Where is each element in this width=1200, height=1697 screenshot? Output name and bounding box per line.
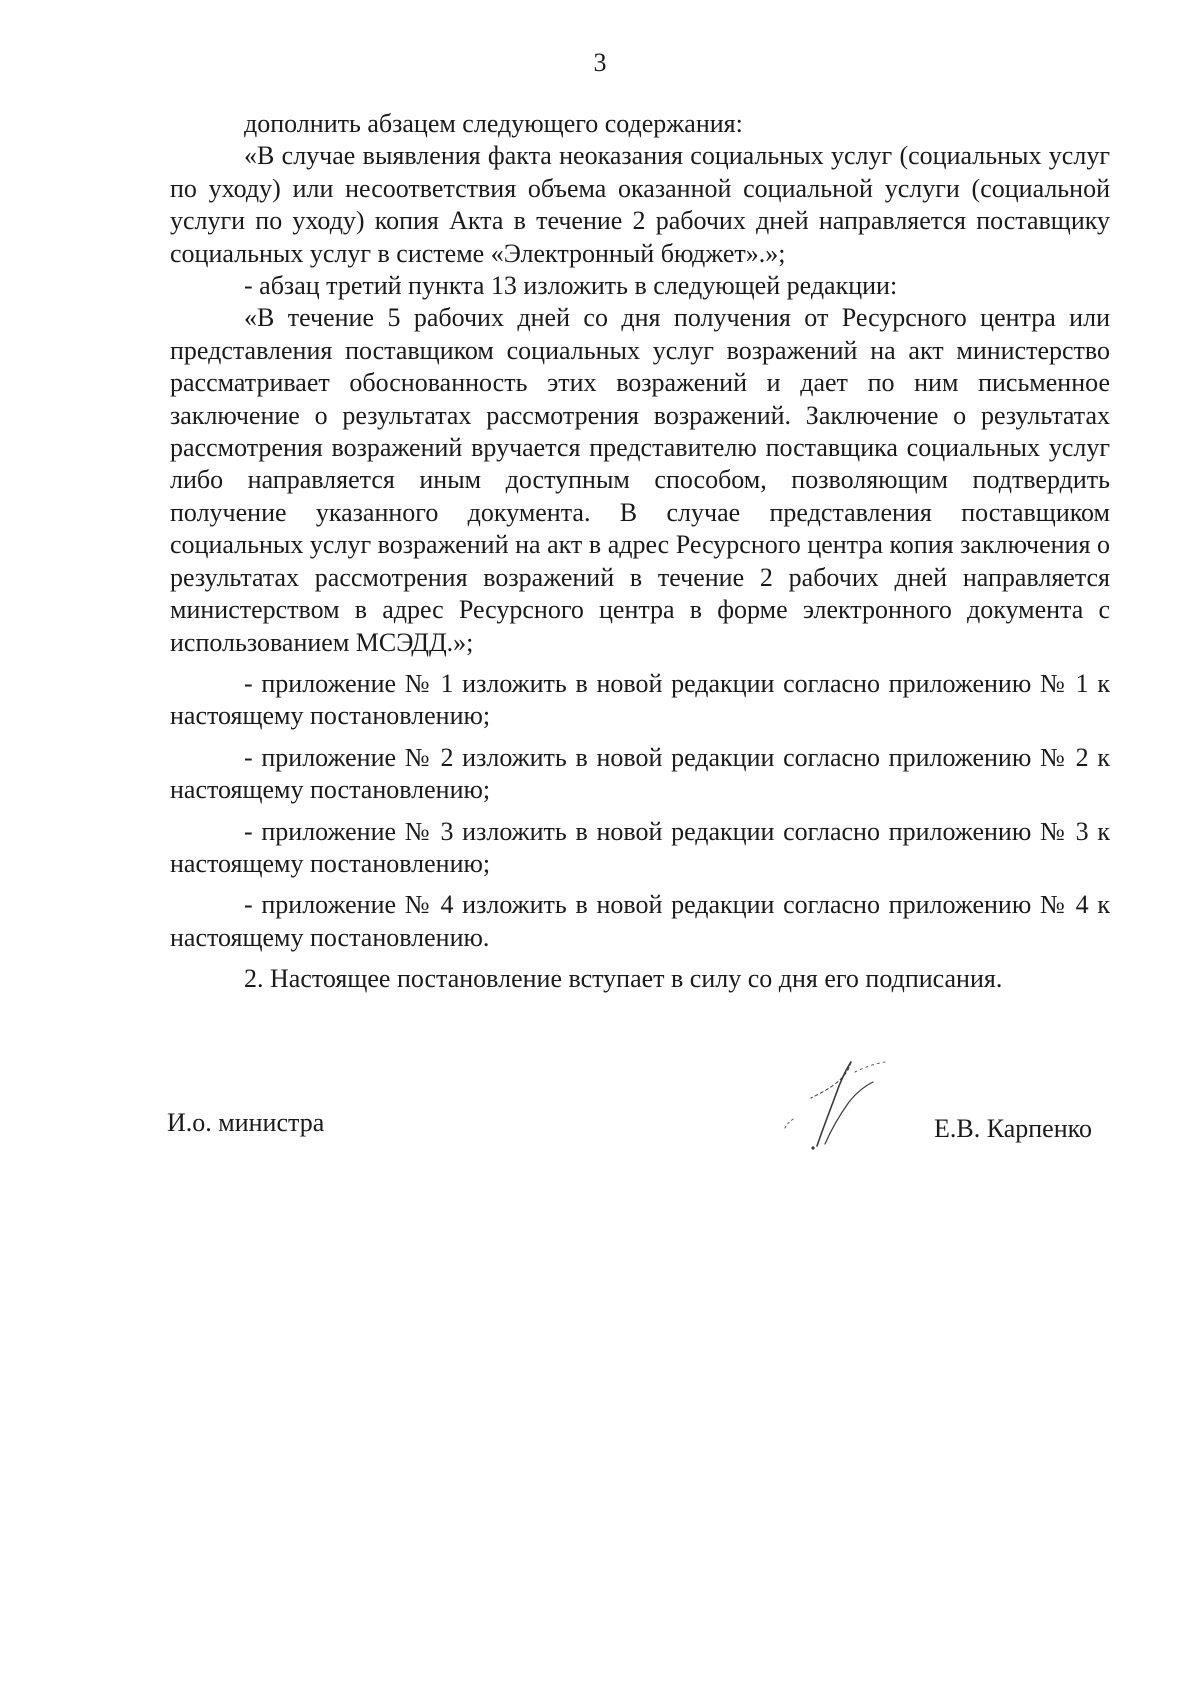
signer-title: И.о. министра	[167, 1108, 325, 1137]
signature-dot	[811, 1146, 814, 1149]
paragraph-objections-quote: «В течение 5 рабочих дней со дня получения от Ресурсного центра или представления поставщиком социальных услуг возражений на акт министерство рассматривает обоснованность этих возражений и дает по ним письменное заключение о результатах рассмотрения возражений. Заключение о результатах рассмотрения возражений вручается представителю поставщика социальных услуг либо направляется иным доступным способом, позволяющим подтвердить получение указанного документа. В случае представления поставщиком социальных услуг возражений на акт в адрес Ресурсного центра копия заключения о результатах рассмотрения возражений в течение 2 рабочих дней направляется министерством в адрес Ресурсного центра в форме электронного документа с использованием МСЭДД.»;	[170, 303, 1110, 657]
handwritten-signature	[765, 1058, 895, 1153]
paragraph-appendix-1: - приложение № 1 изложить в новой редакции согласно приложению № 1 к настоящему постановлению;	[170, 668, 1110, 731]
paragraph-effective-date: 2. Настоящее постановление вступает в силу со дня его подписания.	[244, 964, 1003, 994]
signature-stroke-main	[817, 1062, 851, 1146]
paragraph-item-13-amendment: - абзац третий пункта 13 изложить в следующей редакции:	[244, 271, 898, 301]
paragraph-appendix-2: - приложение № 2 изложить в новой редакции согласно приложению № 2 к настоящему постановлению;	[170, 742, 1110, 805]
paragraph-appendix-3: - приложение № 3 изложить в новой редакции согласно приложению № 3 к настоящему постановлению;	[170, 816, 1110, 878]
signature-stroke-flourish	[855, 1062, 885, 1072]
signature-stroke-secondary	[825, 1082, 873, 1144]
paragraph-act-copy-quote: «В случае выявления факта неоказания социальных услуг (социальных услуг по уходу) или несоответствия объема оказанной социальной услуги (социальной услуги по уходу) копия Акта в течение 2 рабочих дней направляется поставщику социальных услуг в системе «Электронный бюджет».»;	[170, 141, 1110, 268]
page-number: 3	[593, 48, 607, 77]
signer-name: Е.В. Карпенко	[934, 1114, 1092, 1143]
paragraph-intro: дополнить абзацем следующего содержания:	[244, 109, 743, 138]
paragraph-appendix-4: - приложение № 4 изложить в новой редакции согласно приложению № 4 к настоящему постановлению.	[170, 890, 1110, 952]
signature-stroke-hook	[811, 1062, 851, 1098]
signature-stroke-tail	[785, 1118, 795, 1128]
document-body	[170, 108, 1110, 996]
signature-block	[0, 1108, 1200, 1198]
